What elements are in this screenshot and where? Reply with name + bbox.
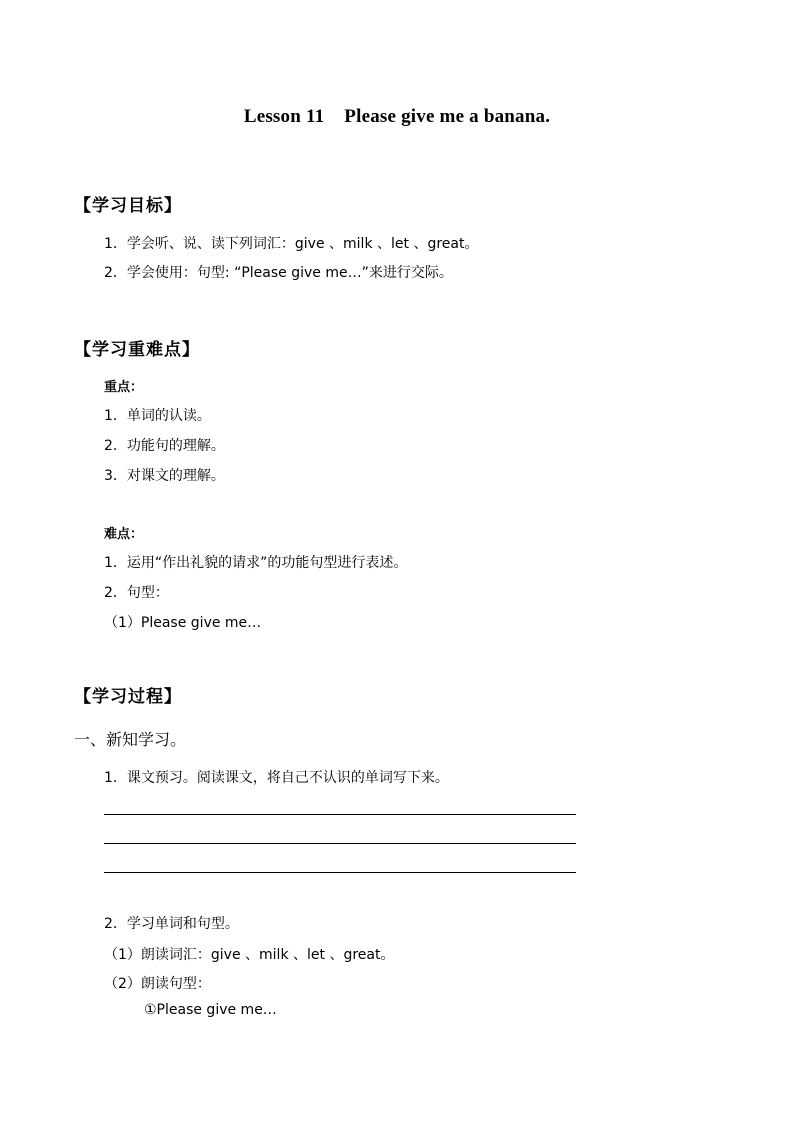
focus-label: 重点： [104, 380, 144, 395]
step-2: 2．学习单词和句型。 [104, 916, 239, 932]
difficulty-item-2: 2．句型： [104, 585, 169, 601]
lesson-number: Lesson 11 [243, 106, 325, 127]
lesson-sentence: Please give me a banana. [344, 106, 551, 127]
difficulty-item-3: （1）Please give me… [104, 615, 262, 631]
difficulty-label: 难点： [104, 527, 144, 542]
key-points-heading: 【学习重难点】 [74, 340, 200, 360]
process-heading: 【学习过程】 [74, 687, 182, 707]
answer-line-1[interactable] [104, 814, 576, 815]
difficulty-item-1: 1．运用“作出礼貌的请求”的功能句型进行表述。 [104, 555, 408, 571]
focus-item-2: 2．功能句的理解。 [104, 438, 225, 454]
step-1: 1．课文预习。阅读课文，将自己不认识的单词写下来。 [104, 770, 449, 786]
step-2-item-2: （2）朗读句型： [104, 976, 211, 992]
answer-line-3[interactable] [104, 872, 576, 873]
step-2-item-3: ①Please give me… [144, 1002, 277, 1018]
focus-item-3: 3．对课文的理解。 [104, 468, 225, 484]
answer-line-2[interactable] [104, 843, 576, 844]
goal-item-1: 1．学会听、说、读下列词汇：give 、milk 、let 、great。 [104, 236, 479, 252]
part-one-heading: 一、新知学习。 [74, 730, 187, 749]
goals-heading: 【学习目标】 [74, 196, 182, 216]
step-2-item-1: （1）朗读词汇：give 、milk 、let 、great。 [104, 947, 395, 963]
page-title [0, 106, 794, 128]
focus-item-1: 1．单词的认读。 [104, 408, 211, 424]
goal-item-2: 2．学会使用：句型: “Please give me…”来进行交际。 [104, 265, 453, 281]
